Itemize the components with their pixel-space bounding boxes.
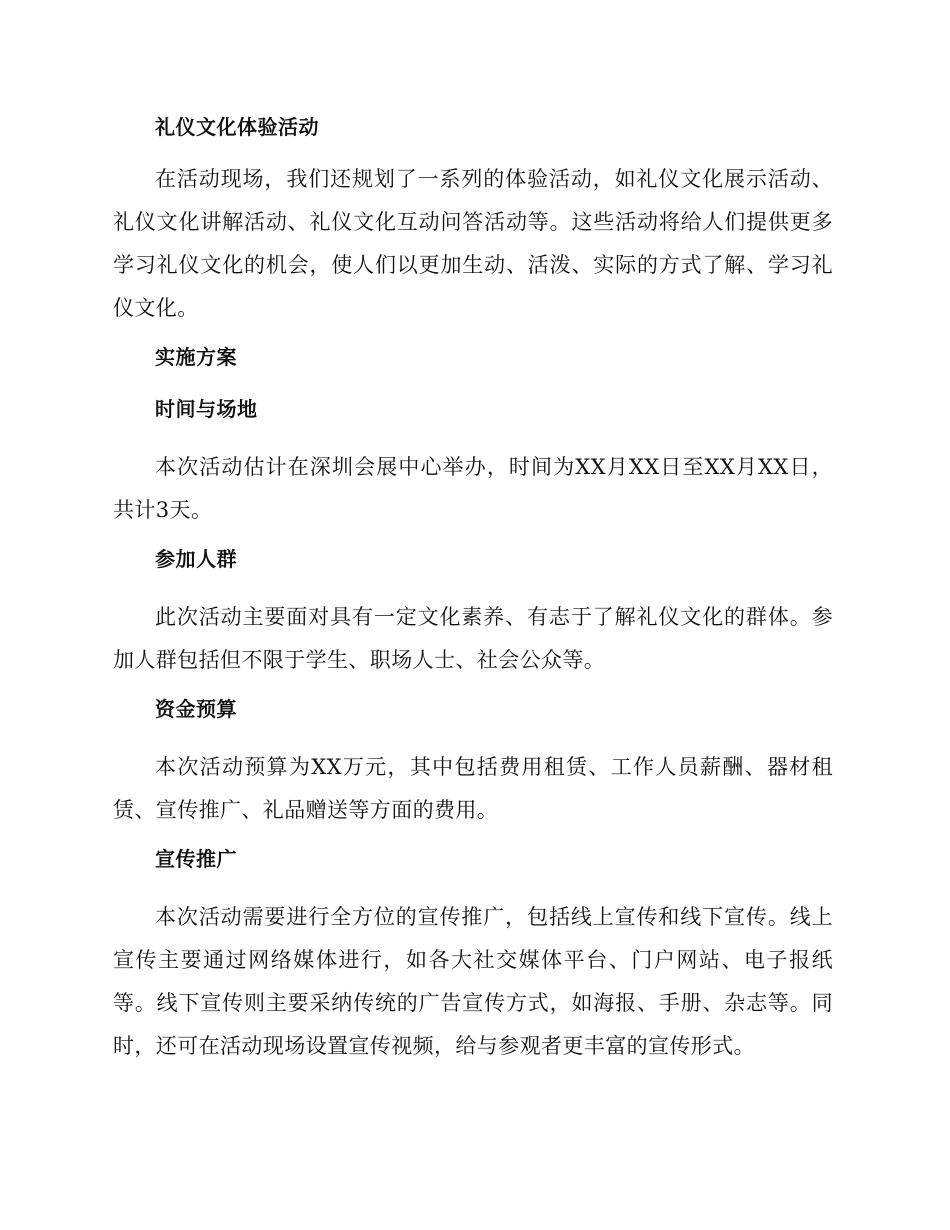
section-paragraph-time-venue: 本次活动估计在深圳会展中心举办，时间为XX月XX日至XX月XX日，共计3天。	[113, 455, 833, 522]
section-paragraph-budget: 本次活动预算为XX万元，其中包括费用租赁、工作人员薪酬、器材租赁、宣传推广、礼品赠送等方面的费用。	[113, 755, 833, 822]
section-heading-etiquette-experience: 礼仪文化体验活动	[155, 115, 319, 139]
section-heading-promotion: 宣传推广	[155, 847, 237, 871]
section-paragraph-etiquette-experience: 在活动现场，我们还规划了一系列的体验活动，如礼仪文化展示活动、礼仪文化讲解活动、礼仪文化互动问答活动等。这些活动将给人们提供更多学习礼仪文化的机会，使人们以更加生动、活泼、实际的方式了解、学习礼仪文化。	[113, 167, 833, 320]
section-paragraph-promotion: 本次活动需要进行全方位的宣传推广，包括线上宣传和线下宣传。线上宣传主要通过网络媒体进行，如各大社交媒体平台、门户网站、电子报纸等。线下宣传则主要采纳传统的广告宣传方式，如海报、手册、杂志等。同时，还可在活动现场设置宣传视频，给与参观者更丰富的宣传形式。	[113, 905, 833, 1058]
section-heading-time-venue: 时间与场地	[155, 397, 258, 421]
section-heading-implementation-plan: 实施方案	[155, 345, 237, 369]
section-paragraph-participants: 此次活动主要面对具有一定文化素养、有志于了解礼仪文化的群体。参加人群包括但不限于学生、职场人士、社会公众等。	[113, 605, 833, 672]
section-heading-participants: 参加人群	[155, 547, 237, 571]
section-heading-budget: 资金预算	[155, 697, 237, 721]
document-page	[113, 108, 833, 1080]
